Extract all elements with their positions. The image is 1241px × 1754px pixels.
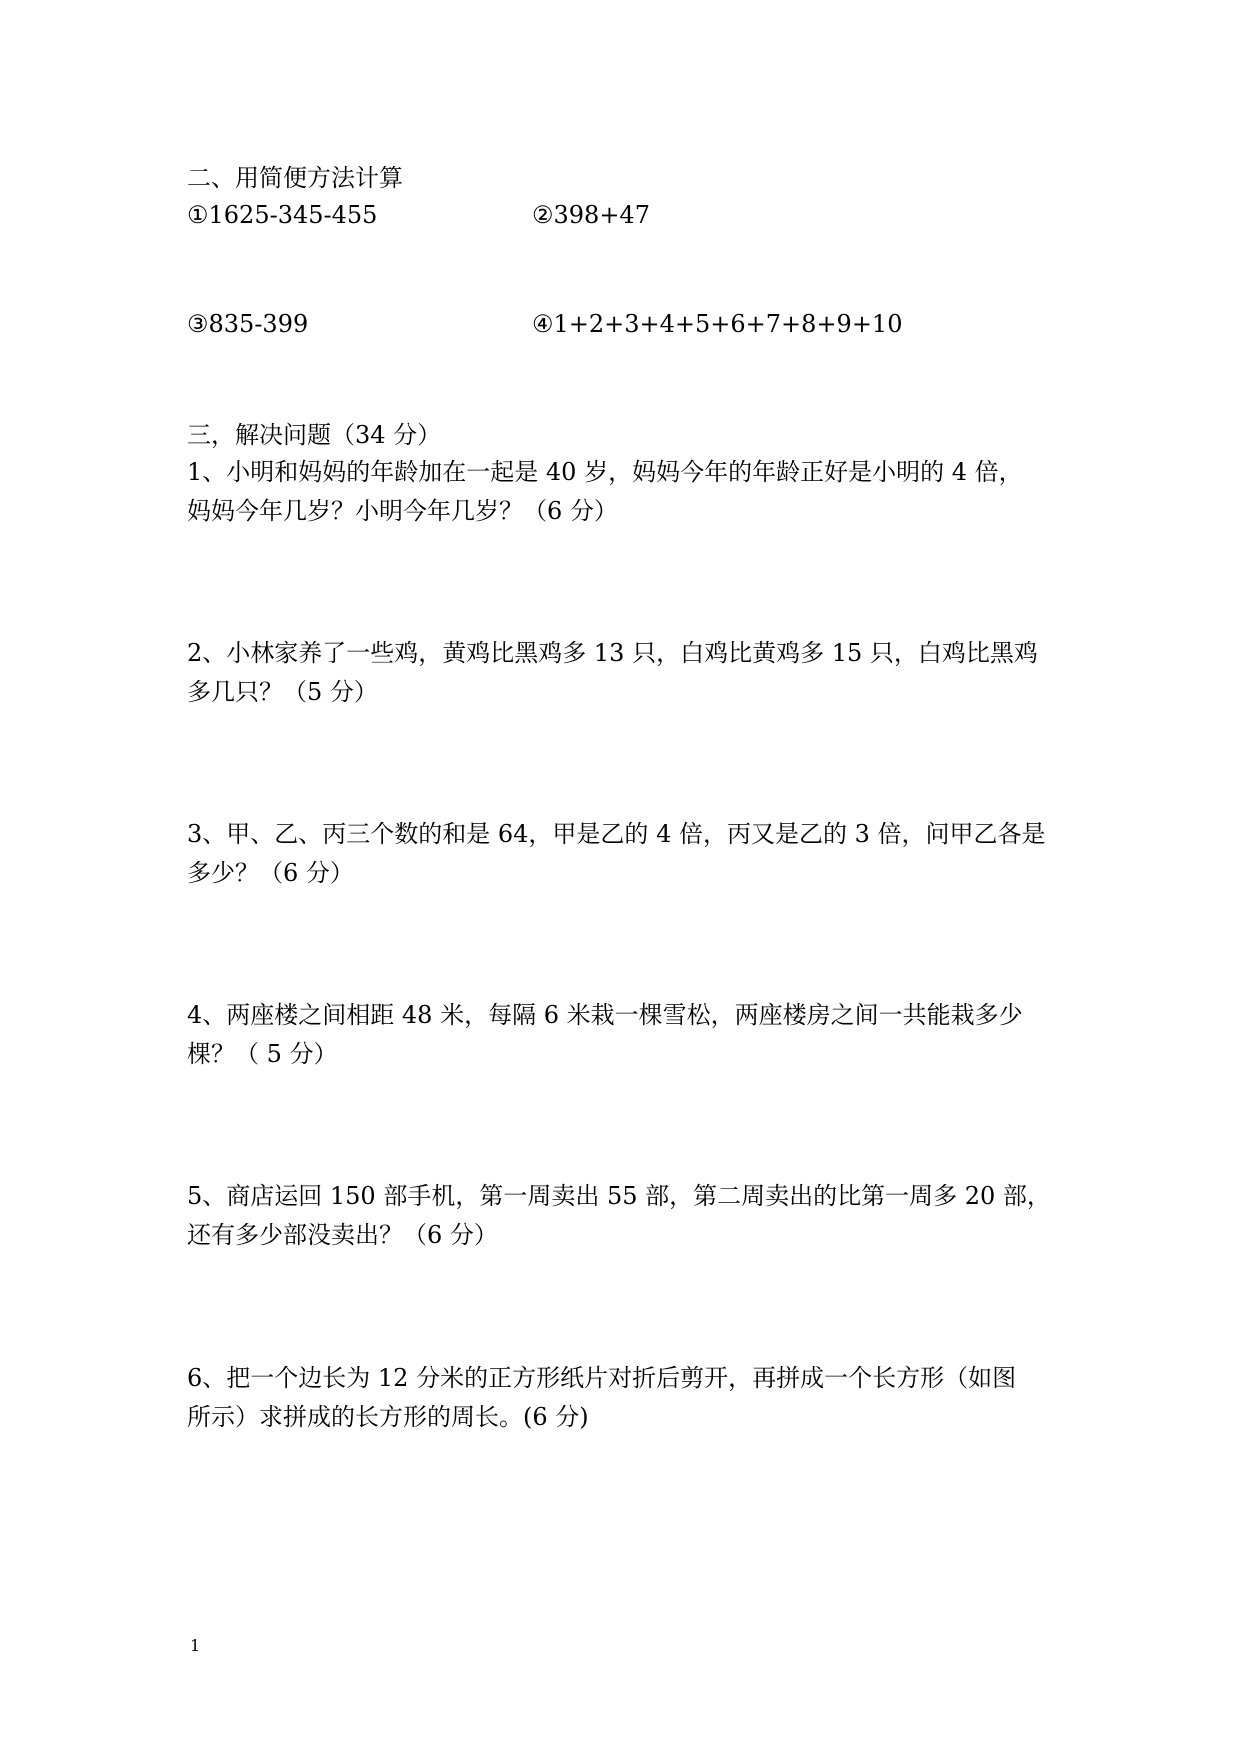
question-1-line-2: 妈妈今年几岁？小明今年几岁？（6 分）: [187, 497, 618, 525]
question-5-line-2: 还有多少部没卖出？（6 分）: [187, 1221, 498, 1249]
section2-heading: 二、用简便方法计算: [187, 164, 403, 192]
question-2-line-1: 2、小林家养了一些鸡，黄鸡比黑鸡多 13 只，白鸡比黄鸡多 15 只，白鸡比黑鸡: [187, 639, 1038, 667]
question-2-line-2: 多几只？（5 分）: [187, 678, 378, 706]
question-3-line-1: 3、甲、乙、丙三个数的和是 64，甲是乙的 4 倍，丙又是乙的 3 倍，问甲乙各是: [187, 820, 1046, 848]
question-4-line-2: 棵？（ 5 分）: [187, 1040, 338, 1068]
section3-heading: 三，解决问题（34 分）: [187, 421, 442, 449]
calc-problem-4: ④1+2+3+4+5+6+7+8+9+10: [532, 310, 903, 338]
question-6-line-1: 6、把一个边长为 12 分米的正方形纸片对折后剪开，再拼成一个长方形（如图: [187, 1364, 1017, 1392]
calc-problem-3: ③835-399: [187, 310, 309, 338]
page-number: 1: [190, 1636, 201, 1655]
calc-problem-2: ②398+47: [532, 201, 650, 229]
question-5-line-1: 5、商店运回 150 部手机，第一周卖出 55 部，第二周卖出的比第一周多 20 部，: [187, 1182, 1051, 1210]
question-3-line-2: 多少？（6 分）: [187, 859, 354, 887]
question-1-line-1: 1、小明和妈妈的年龄加在一起是 40 岁，妈妈今年的年龄正好是小明的 4 倍，: [187, 458, 1023, 486]
calc-problem-1: ①1625-345-455: [187, 201, 378, 229]
question-4-line-1: 4、两座楼之间相距 48 米，每隔 6 米栽一棵雪松，两座楼房之间一共能栽多少: [187, 1001, 1023, 1029]
question-6-line-2: 所示）求拼成的长方形的周长。(6 分): [187, 1403, 589, 1431]
